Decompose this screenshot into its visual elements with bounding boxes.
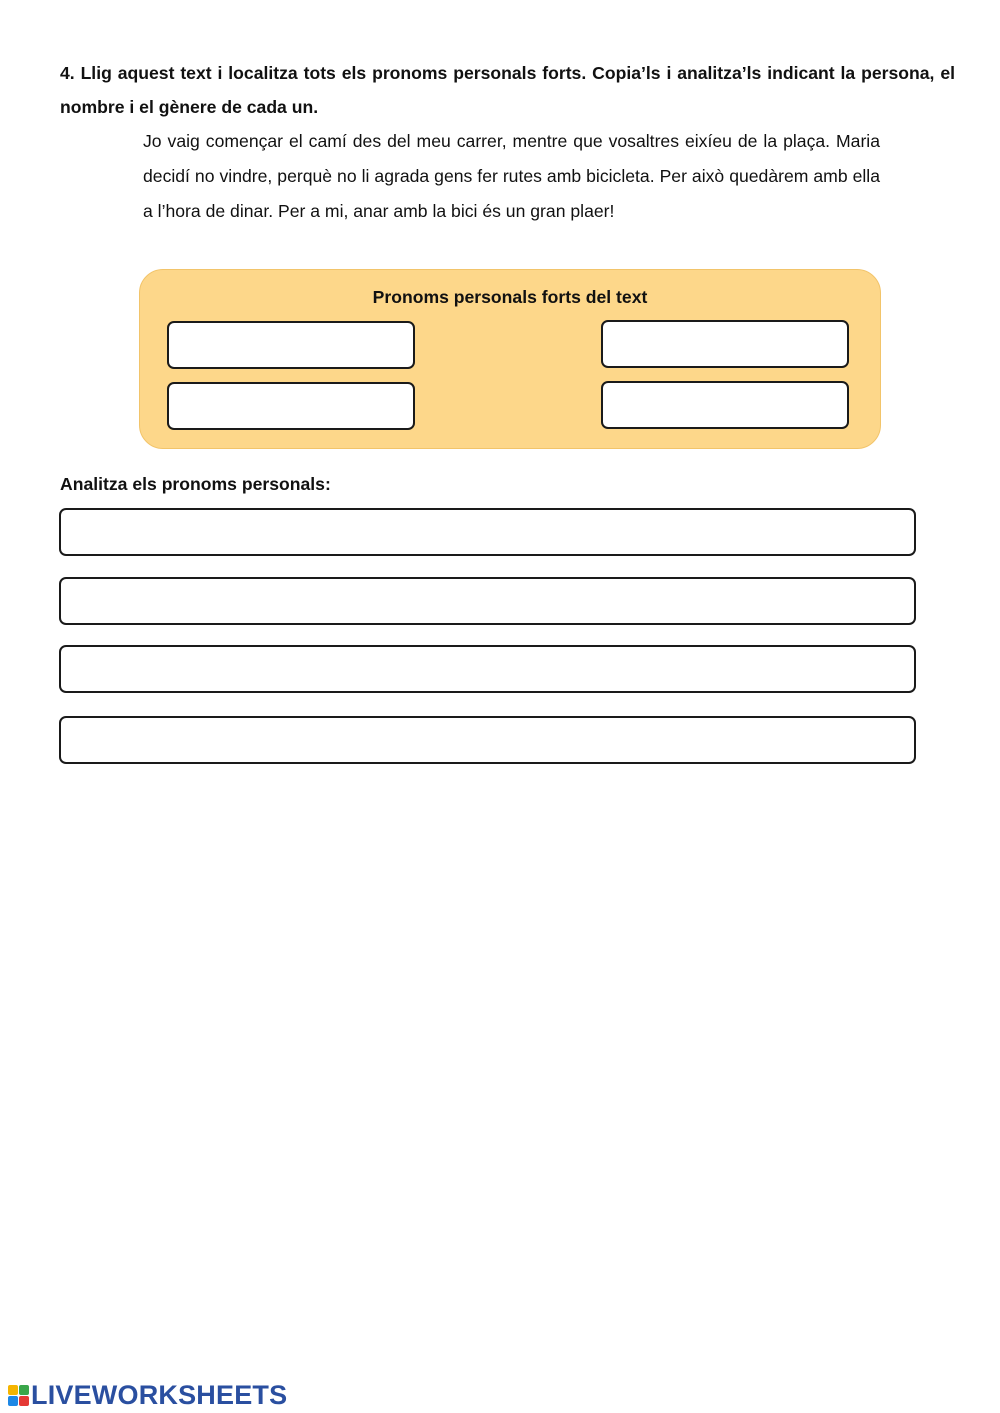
logo-square-green (19, 1385, 29, 1395)
analysis-answer-field-2[interactable] (59, 577, 916, 625)
pronoun-answer-field-3[interactable] (167, 382, 415, 430)
liveworksheets-logo-icon (8, 1385, 29, 1406)
analysis-answer-field-3[interactable] (59, 645, 916, 693)
pronoun-answer-field-1[interactable] (167, 321, 415, 369)
pronouns-panel-title: Pronoms personals forts del text (372, 287, 648, 307)
logo-square-blue (8, 1396, 18, 1406)
analysis-answer-field-1[interactable] (59, 508, 916, 556)
pronoun-answer-field-2[interactable] (601, 320, 849, 368)
logo-square-red (19, 1396, 29, 1406)
pronoun-answer-field-4[interactable] (601, 381, 849, 429)
reading-passage: Jo vaig començar el camí des del meu carrer, mentre que vosaltres eixíeu de la plaça. Maria decidí no vindre, perquè no li agrada gens fer rutes amb bicicleta. Per això quedàrem amb ella a l’hora de dinar. Per a mi, anar amb la bici és un gran plaer! (143, 131, 880, 221)
liveworksheets-brand (8, 1380, 287, 1410)
brand-wordmark: LIVEWORKSHEETS (31, 1379, 288, 1410)
logo-square-yellow (8, 1385, 18, 1395)
analysis-answer-field-4[interactable] (59, 716, 916, 764)
analysis-heading: Analitza els pronoms personals: (60, 474, 331, 494)
exercise-instruction: 4. Llig aquest text i localitza tots els pronoms personals forts. Copia’ls i analitza’ls indicant la persona, el nombre i el gènere de cada un. (60, 63, 955, 117)
pronouns-answer-panel (139, 269, 881, 449)
